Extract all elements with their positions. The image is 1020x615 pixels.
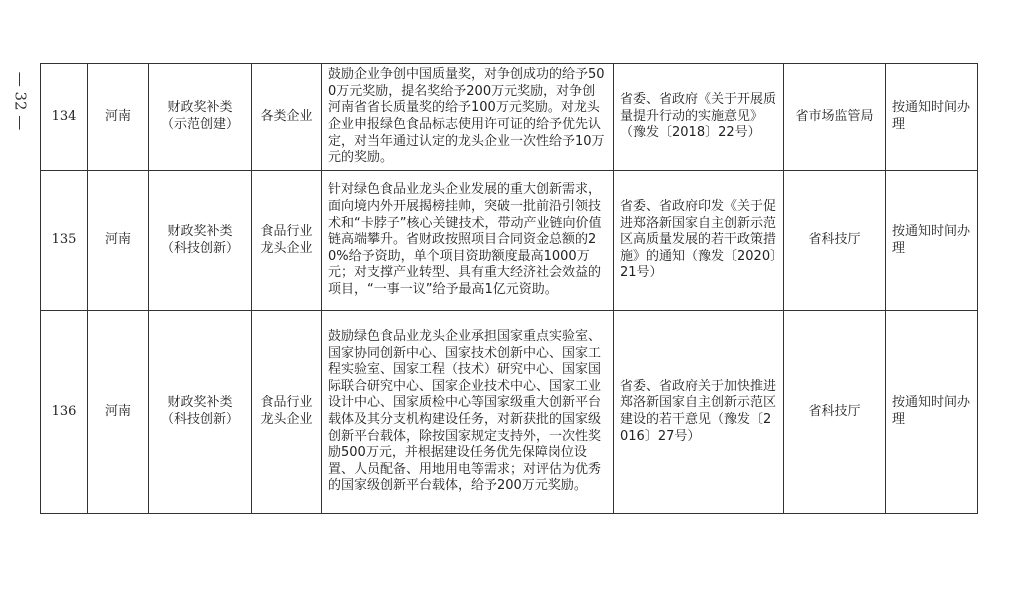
- province-cell: 河南: [88, 311, 149, 514]
- method-cell: 按通知时间办理: [886, 64, 978, 171]
- basis-cell: 省委、省政府印发《关于促进郑洛新国家自主创新示范区高质量发展的若干政策措施》的通知（豫发〔2020〕21号）: [614, 171, 784, 311]
- method-cell: 按通知时间办理: [886, 171, 978, 311]
- department-cell: 省科技厅: [784, 171, 886, 311]
- category-cell: 财政奖补类（示范创建）: [149, 64, 252, 171]
- content-cell: 针对绿色食品业龙头企业发展的重大创新需求，面向境内外开展揭榜挂帅，突破一批前沿引领技术和“卡脖子”核心关键技术，带动产业链向价值链高端攀升。省财政按照项目合同资金总额的20%给予资助，单个项目资助额度最高1000万元；对支撑产业转型、具有重大经济社会效益的项目，“一事一议”给予最高1亿元资助。: [322, 171, 614, 311]
- policy-table: [40, 63, 978, 514]
- row-number: 134: [41, 64, 88, 171]
- table-row: [41, 64, 978, 171]
- target-cell: 食品行业龙头企业: [252, 311, 322, 514]
- page-number-text: — 32 —: [11, 71, 29, 131]
- basis-cell: 省委、省政府《关于开展质量提升行动的实施意见》（豫发〔2018〕22号）: [614, 64, 784, 171]
- province-cell: 河南: [88, 64, 149, 171]
- row-number: 135: [41, 171, 88, 311]
- department-cell: 省科技厅: [784, 311, 886, 514]
- basis-cell: 省委、省政府关于加快推进郑洛新国家自主创新示范区建设的若干意见（豫发〔2016〕27号）: [614, 311, 784, 514]
- page-number: [6, 66, 34, 136]
- table-row: [41, 171, 978, 311]
- category-cell: 财政奖补类（科技创新）: [149, 171, 252, 311]
- row-number: 136: [41, 311, 88, 514]
- content-cell: 鼓励绿色食品业龙头企业承担国家重点实验室、国家协同创新中心、国家技术创新中心、国家工程实验室、国家工程（技术）研究中心、国家国际联合研究中心、国家企业技术中心、国家工业设计中心、国家质检中心等国家级重大创新平台载体及其分支机构建设任务，对新获批的国家级创新平台载体，除按国家规定支持外，一次性奖励500万元，并根据建设任务优先保障岗位设置、人员配备、用地用电等需求；对评估为优秀的国家级创新平台载体，给予200万元奖励。: [322, 311, 614, 514]
- category-cell: 财政奖补类（科技创新）: [149, 311, 252, 514]
- content-cell: 鼓励企业争创中国质量奖，对争创成功的给予500万元奖励，提名奖给予200万元奖励，对争创河南省省长质量奖的给予100万元奖励。对龙头企业申报绿色食品标志使用许可证的给予优先认定，对当年通过认定的龙头企业一次性给予10万元的奖励。: [322, 64, 614, 171]
- target-cell: 各类企业: [252, 64, 322, 171]
- province-cell: 河南: [88, 171, 149, 311]
- target-cell: 食品行业龙头企业: [252, 171, 322, 311]
- method-cell: 按通知时间办理: [886, 311, 978, 514]
- department-cell: 省市场监管局: [784, 64, 886, 171]
- table-row: [41, 311, 978, 514]
